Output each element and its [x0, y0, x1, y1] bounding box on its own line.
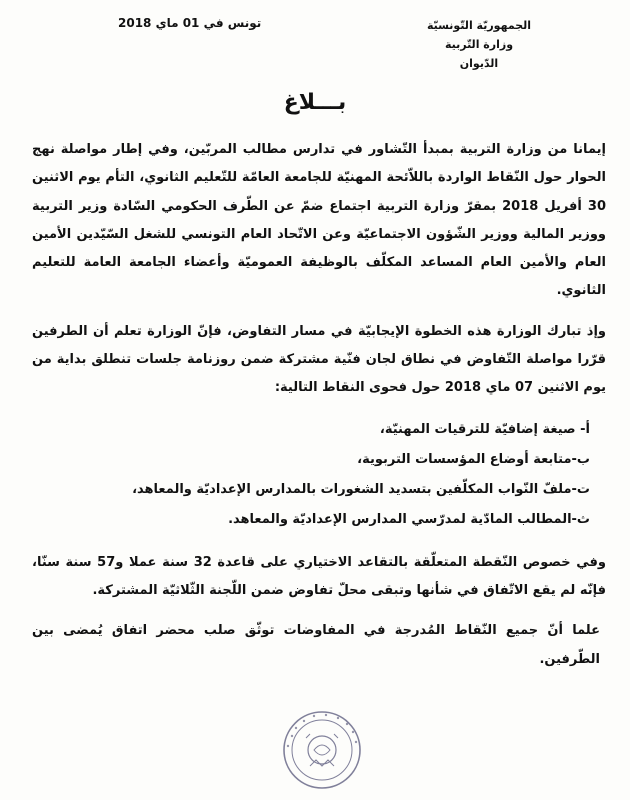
issuer-line-cabinet: الدّيوان: [459, 57, 499, 70]
document-date: تونس في 01 ماي 2018: [118, 16, 262, 30]
document-body: [32, 136, 606, 674]
issuer-line-republic: الجمهوريّة التّونسيّة: [426, 19, 532, 32]
document-title: بـــلاغ: [283, 90, 347, 115]
official-seal-stamp: [270, 706, 374, 792]
list-item: ت-ملفّ النّواب المكلّفين بتسديد الشغورات بالمدارس الإعداديّة والمعاهد،: [132, 481, 590, 497]
list-item: أ- صيغة إضافيّة للترقيات المهنيّة،: [379, 421, 590, 437]
issuer-line-ministry: وزارة التّربية: [444, 38, 514, 51]
paragraph-intro: إيمانا من وزارة التربية بمبدأ التّشاور في تدارس مطالب المربّين، وفي إطار مواصلة نهج الحوار حول النّقاط الواردة باللاّئحة المهنيّة للجامعة العامّة للتّعليم الثانوي، التأم يوم الاثنين 30 أفريل 2018 بمقرّ وزارة التربية اجتماع ضمّ عن الطّرف الحكومي السّادة وزير التربية ووزير المالية ووزير الشّؤون الاجتماعيّة وعن الاتّحاد العام التونسي للشغل السّيّدين الأمين العام والأمين العام المساعد المكلّف بالوظيفة العموميّة وأعضاء الجامعة العامة للتعليم الثانوي.: [32, 142, 607, 299]
issuer-header: [424, 16, 534, 73]
paragraph-retirement: وفي خصوص النّقطة المتعلّقة بالتقاعد الاختياري على قاعدة 32 سنة عملا و57 سنة سنّا، فإنّه لم يقع الاتّفاق في شأنها وتبقى محلّ تفاوض ضمن اللّجنة الثّلاثيّة المشتركة.: [32, 554, 606, 598]
list-item: ب-متابعة أوضاع المؤسسات التربوية،: [357, 451, 590, 467]
paragraph-closing: علما أنّ جميع النّقاط المُدرجة في المفاوضات توثّق صلب محضر اتفاق يُمضى بين الطّرفين.: [32, 623, 600, 667]
negotiation-points-list: [32, 415, 606, 535]
list-item: ث-المطالب المادّية لمدرّسي المدارس الإعداديّة والمعاهد.: [228, 511, 590, 527]
paragraph-negotiation: وإذ تبارك الوزارة هذه الخطوة الإيجابيّة في مسار التفاوض، فإنّ الوزارة تعلم أن الطرفين قرّرا مواصلة التّفاوض في نطاق لجان فنّية مشتركة ضمن روزنامة جلسات تنطلق بداية من يوم الاثنين 07 ماي 2018 حول فحوى النقاط التالية:: [32, 323, 606, 396]
